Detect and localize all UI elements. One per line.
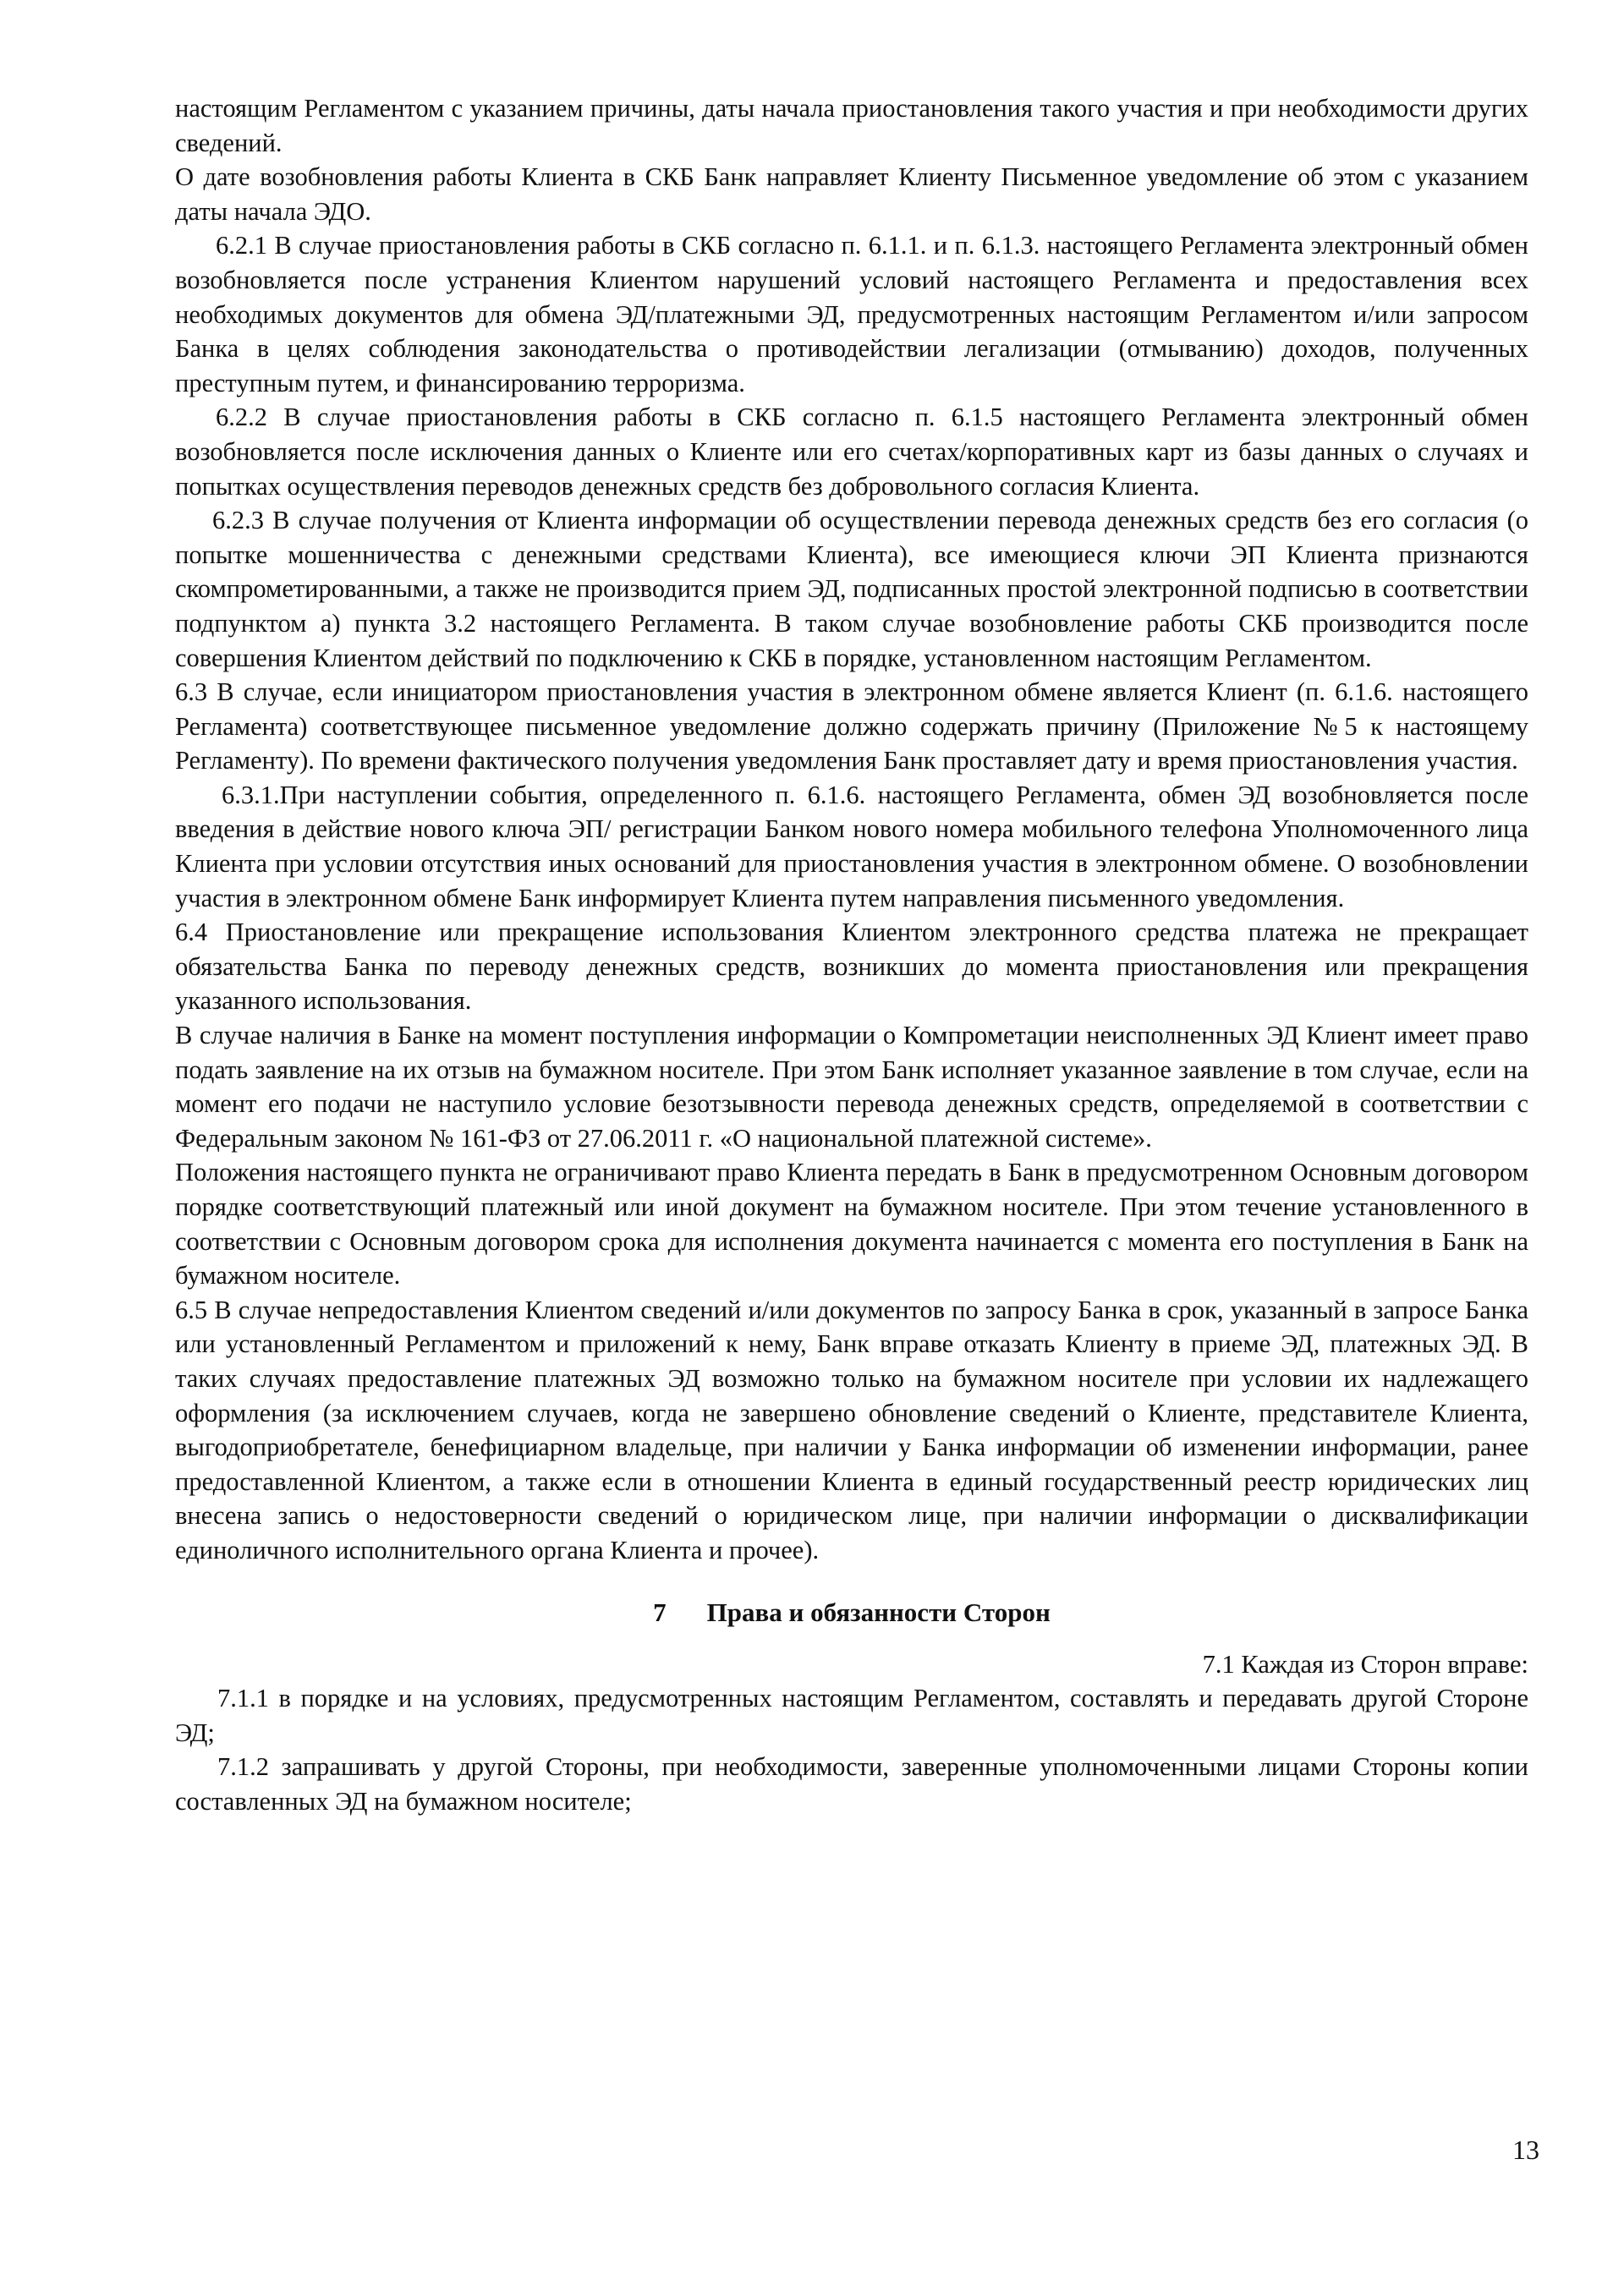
paragraph-compromise-revocation: В случае наличия в Банке на момент поступления информации о Компрометации неисполненных ЭД Клиент имеет право подать заявление на их отзыв на бумажном носителе. При этом Банк исполняет указанное заявление в том случае, если на момент его подачи не наступило условие безотзывности перевода денежных средств, определяемой в соответствии с Федеральным законом № 161-ФЗ от 27.06.2011 г. «О национальной платежной системе». <box>175 1021 1528 1153</box>
paragraph-7-1: 7.1 Каждая из Сторон вправе: <box>1202 1649 1528 1679</box>
paragraph-6-3-1: 6.3.1.При наступлении события, определенного п. 6.1.6. настоящего Регламента, обмен ЭД возобновляется после введения в действие нового ключа ЭП/ регистрации Банком нового номера мобильного телефона Уполномоченного лица Клиента при условии отсутствия иных оснований для приостановления участия в электронном обмене. О возобновлении участия в электронном обмене Банк информирует Клиента путем направления письменного уведомления. <box>175 780 1528 912</box>
paragraph-6-2-1: 6.2.1 В случае приостановления работы в СКБ согласно п. 6.1.1. и п. 6.1.3. настоящего Регламента электронный обмен возобновляется после устранения Клиентом нарушений условий настоящего Регламента и предоставления всех необходимых документов для обмена ЭД/платежными ЭД, предусмотренных настоящим Регламентом и/или запросом Банка в целях соблюдения законодательства о противодействии легализации (отмыванию) доходов, полученных преступным путем, и финансированию терроризма. <box>175 231 1528 397</box>
paragraph-6-2-2: 6.2.2 В случае приостановления работы в СКБ согласно п. 6.1.5 настоящего Регламента электронный обмен возобновляется после исключения данных о Клиенте или его счетах/корпоративных карт из базы данных о случаях и попытках осуществления переводов денежных средств без добровольного согласия Клиента. <box>175 403 1528 501</box>
paragraph-7-1-2: 7.1.2 запрашивать у другой Стороны, при необходимости, заверенные уполномоченными лицами Стороны копии составленных ЭД на бумажном носителе; <box>175 1752 1528 1816</box>
section-heading <box>175 1596 1528 1630</box>
section-title: Права и обязанности Сторон <box>706 1597 1051 1627</box>
section-number: 7 <box>653 1597 667 1627</box>
paragraph-paper-documents: Положения настоящего пункта не ограничивают право Клиента передать в Банк в предусмотренном Основным договором порядке соответствующий платежный или иной документ на бумажном носителе. При этом течение установленного в соответствии с Основным договором срока для исполнения документа начинается с момента его поступления в Банк на бумажном носителе. <box>175 1158 1528 1290</box>
paragraph-6-5: 6.5 В случае непредоставления Клиентом сведений и/или документов по запросу Банка в срок, указанный в запросе Банка или установленный Регламентом и приложений к нему, Банк вправе отказать Клиенту в приеме ЭД, платежных ЭД. В таких случаях предоставление платежных ЭД возможно только на бумажном носителе при условии их надлежащего оформления (за исключением случаев, когда не завершено обновление сведений о Клиенте, представителе Клиента, выгодоприобретателе, бенефициарном владельце, при наличии у Банка информации об изменении информации, ранее предоставленной Клиентом, а также если в отношении Клиента в единый государственный реестр юридических лиц внесена запись о недостоверности сведений о юридическом лице, при наличии информации о дисквалификации единоличного исполнительного органа Клиента и прочее). <box>175 1295 1528 1564</box>
paragraph-6-2-3: 6.2.3 В случае получения от Клиента информации об осуществлении перевода денежных средств без его согласия (о попытке мошенничества с денежными средствами Клиента), все имеющиеся ключи ЭП Клиента признаются скомпрометированными, а также не производится прием ЭД, подписанных простой электронной подписью в соответствии подпунктом а) пункта 3.2 настоящего Регламента. В таком случае возобновление работы СКБ производится после совершения Клиентом действий по подключению к СКБ в порядке, установленном настоящим Регламентом. <box>175 506 1528 672</box>
paragraph-continuation: настоящим Регламентом с указанием причины, даты начала приостановления такого участия и при необходимости других сведений. <box>175 94 1528 157</box>
paragraph-6-3: 6.3 В случае, если инициатором приостановления участия в электронном обмене является Клиент (п. 6.1.6. настоящего Регламента) соответствующее письменное уведомление должно содержать причину (Приложение №5 к настоящему Регламенту). По времени фактического получения уведомления Банк проставляет дату и время приостановления участия. <box>175 677 1528 775</box>
document-page <box>175 91 1528 1819</box>
paragraph-7-1-1: 7.1.1 в порядке и на условиях, предусмотренных настоящим Регламентом, составлять и передавать другой Стороне ЭД; <box>175 1684 1528 1747</box>
page-number: 13 <box>1512 2134 1539 2165</box>
paragraph-resumption-notice: О дате возобновления работы Клиента в СКБ Банк направляет Клиенту Письменное уведомление об этом с указанием даты начала ЭДО. <box>175 162 1528 226</box>
paragraph-6-4: 6.4 Приостановление или прекращение использования Клиентом электронного средства платежа не прекращает обязательства Банка по переводу денежных средств, возникших до момента приостановления или прекращения указанного использования. <box>175 918 1528 1016</box>
